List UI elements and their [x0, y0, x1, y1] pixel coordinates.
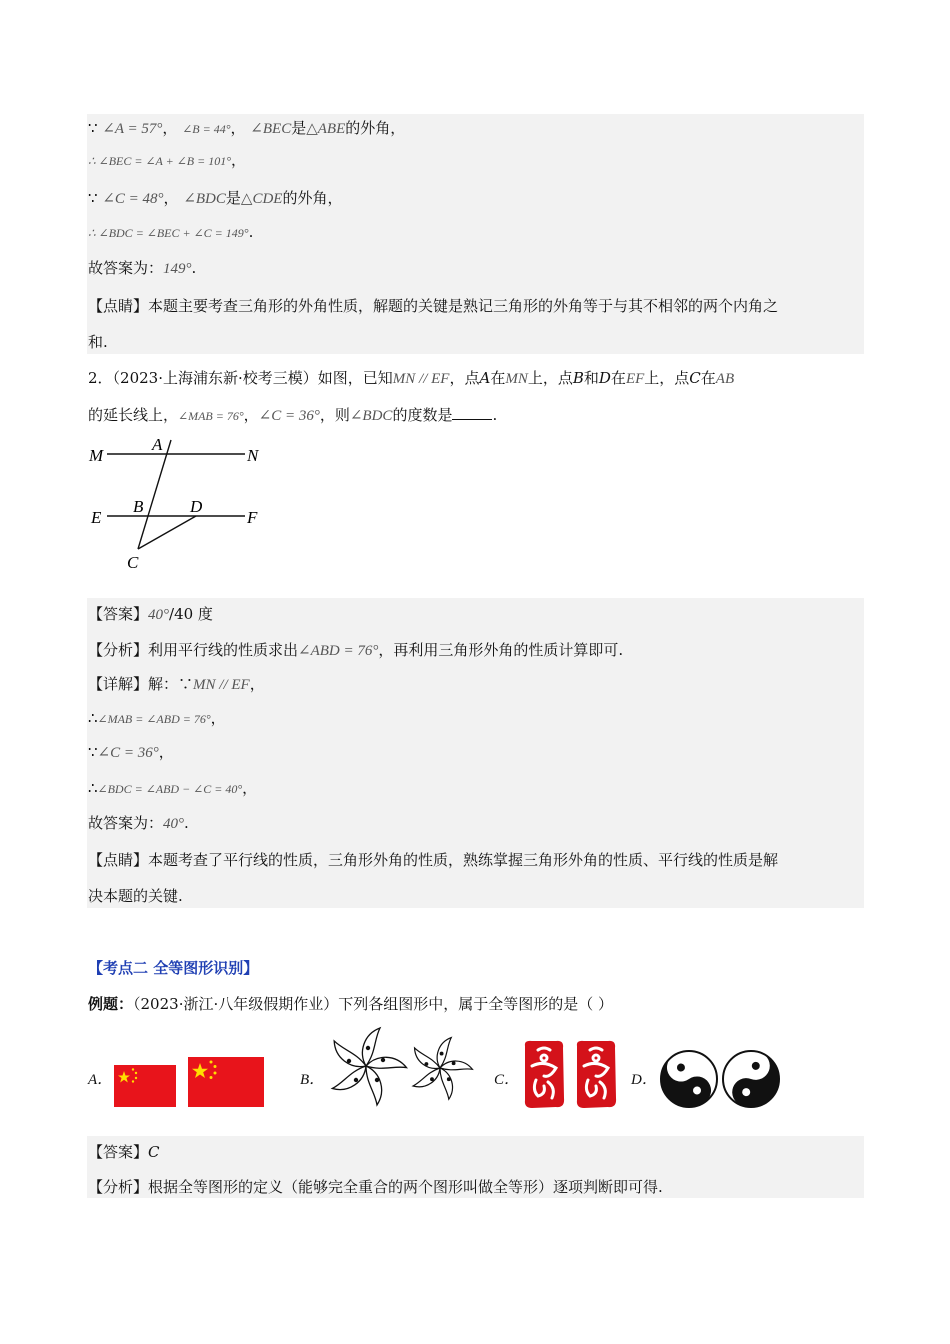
option-a-flags [114, 1056, 266, 1108]
sol2-analysis: 【分析】利用平行线的性质求出∠ABD = 76°，再利用三角形外角的性质计算即可. [88, 641, 624, 659]
q2-line1: 2．（2023·上海浦东新·校考三模）如图，已知MN // EF，点A在MN上，点B和D在EF上，点C在AB [88, 369, 735, 387]
label-d: D [190, 497, 203, 516]
sol1-line7: 和. [88, 333, 108, 351]
option-a-label: A． [88, 1072, 113, 1088]
sol1-line2: ∴ ∠BEC = ∠A + ∠B = 101°， [88, 151, 247, 169]
sol2-step2: ∵∠C = 36°， [88, 743, 174, 761]
label-m: M [89, 446, 104, 465]
sol1-line6: 【点睛】本题主要考查三角形的外角性质，解题的关键是熟记三角形的外角等于与其不相邻的两个内角之 [88, 297, 779, 315]
answer-blank [452, 405, 492, 420]
sol1-line3: ∵ ∠C = 48°， ∠BDC是△CDE的外角， [88, 189, 343, 207]
flag-large-icon [188, 1057, 264, 1107]
example-question: 例题：（2023·浙江·八年级假期作业）下列各组图形中，属于全等图形的是（ ） [88, 995, 613, 1013]
geometry-figure [85, 432, 275, 577]
q2-line2: 的延长线上，∠MAB = 76°，∠C = 36°，则∠BDC的度数是 . [88, 406, 498, 424]
sol2-dianjing-1: 【点睛】本题考查了平行线的性质，三角形外角的性质，熟练掌握三角形外角的性质、平行线的性质是解 [88, 851, 779, 869]
option-c-label: C． [494, 1072, 520, 1088]
label-e: E [91, 508, 102, 527]
sol2-detail: 【详解】解：∵MN // EF， [88, 675, 265, 693]
option-d-label: D． [631, 1072, 657, 1088]
seal-icon-left [525, 1041, 564, 1108]
yinyang-right-icon [723, 1048, 782, 1110]
flag-small-icon [114, 1065, 176, 1107]
sol2-final: 故答案为：40°. [88, 814, 189, 832]
bauhinia-large-icon [329, 1028, 407, 1105]
sol1-line1: ∵ ∠A = 57°， ∠B = 44°， ∠BEC是△ABE的外角， [88, 119, 406, 137]
sol2-step3: ∴∠BDC = ∠ABD − ∠C = 40°， [88, 779, 258, 797]
label-n: N [247, 446, 259, 465]
option-c-seals [522, 1038, 618, 1110]
option-b-flowers [324, 1024, 484, 1108]
option-d-yinyang [660, 1048, 782, 1110]
label-f: F [247, 508, 258, 527]
sol2-answer: 【答案】40°/40 度 [88, 605, 213, 623]
label-b: B [133, 497, 144, 516]
section-heading: 【考点二 全等图形识别】 [88, 959, 259, 977]
kd2-analysis: 【分析】根据全等图形的定义（能够完全重合的两个图形叫做全等形）逐项判断即可得. [88, 1178, 663, 1196]
bauhinia-small-icon [410, 1038, 472, 1100]
yinyang-left-icon [660, 1048, 717, 1110]
seal-icon-right [577, 1041, 616, 1108]
label-a: A [152, 435, 163, 454]
sol1-line4: ∴ ∠BDC = ∠BEC + ∠C = 149°. [88, 223, 254, 241]
sol2-step1: ∴∠MAB = ∠ABD = 76°， [88, 709, 226, 727]
sol1-line5: 故答案为：149°. [88, 259, 197, 277]
option-b-label: B． [300, 1072, 325, 1088]
kd2-answer: 【答案】C [88, 1143, 160, 1161]
label-c: C [127, 553, 139, 572]
sol2-dianjing-2: 决本题的关键. [88, 887, 183, 905]
